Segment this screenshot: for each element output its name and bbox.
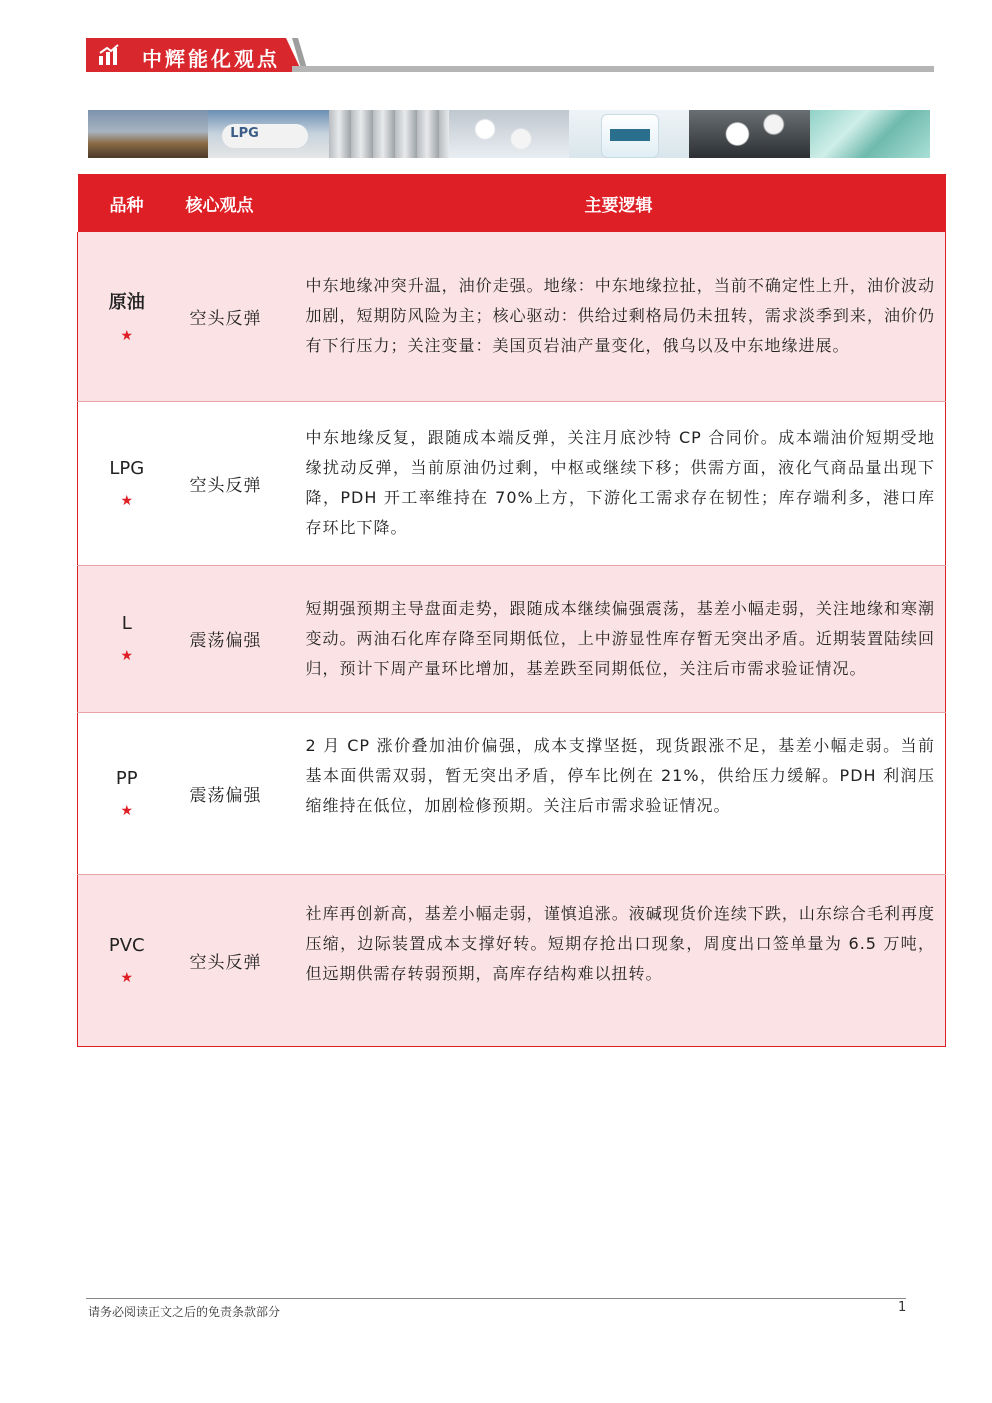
header-core-view: 核心观点 — [176, 174, 292, 232]
table-row — [78, 401, 946, 565]
variety-name: LPG — [109, 457, 145, 479]
star-icon: ★ — [120, 328, 134, 345]
logic-cell: 中东地缘反复，跟随成本端反弹，关注月底沙特 CP 合同价。成本端油价短期受地缘扰动反弹，当前原油仍过剩，中枢或继续下移；供需方面，液化气商品量出现下降，PDH 开工率维持在 70%上方，下游化工需求存在韧性；库存端利多，港口库存环比下降。 — [292, 401, 946, 565]
lpg-tank-image — [208, 110, 328, 158]
plastic-pellets-image — [449, 110, 569, 158]
footer-disclaimer: 请务必阅读正文之后的免责条款部分 — [88, 1305, 281, 1319]
table-row — [78, 874, 946, 1046]
table-row — [78, 565, 946, 712]
product-image-strip — [88, 110, 930, 158]
core-view-cell: 震荡偏强 — [176, 712, 292, 874]
banner-gray-rule — [292, 66, 934, 72]
glycol-bottle-image — [569, 110, 689, 158]
page-title: 中辉能化观点 — [142, 47, 280, 71]
oil-pumpjack-image — [88, 110, 208, 158]
page-number: 1 — [898, 1300, 907, 1315]
variety-cell — [78, 232, 176, 401]
glass-sheets-image — [810, 110, 930, 158]
star-icon: ★ — [120, 648, 134, 664]
star-icon: ★ — [120, 492, 134, 509]
header-variety: 品种 — [78, 174, 176, 232]
lpg-tank-label: LPG — [230, 126, 259, 141]
bar-chart-icon — [98, 44, 120, 66]
core-view-cell: 空头反弹 — [176, 401, 292, 565]
core-view-cell: 震荡偏强 — [176, 565, 292, 712]
variety-cell — [78, 874, 176, 1046]
views-table — [77, 174, 946, 1047]
footer-rule — [86, 1298, 906, 1299]
variety-name: PP — [115, 767, 138, 789]
variety-name: PVC — [108, 934, 145, 956]
star-icon: ★ — [120, 969, 134, 986]
variety-cell — [78, 712, 176, 874]
logic-cell: 社库再创新高，基差小幅走弱，谨慎追涨。液碱现货价连续下跌，山东综合毛利再度压缩，边际装置成本支撑好转。短期存抢出口现象，周度出口签单量为 6.5 万吨，但远期供需存转弱预期，高库存结构难以扭转。 — [292, 874, 946, 1046]
logic-cell: 2 月 CP 涨价叠加油价偏强，成本支撑坚挺，现货跟涨不足，基差小幅走弱。当前基本面供需双弱，暂无突出矛盾，停车比例在 21%，供给压力缓解。PDH 利润压缩维持在低位，加剧检修预期。关注后市需求验证情况。 — [292, 712, 946, 874]
core-view-cell: 空头反弹 — [176, 874, 292, 1046]
variety-name: 原油 — [108, 292, 145, 314]
resin-granules-image — [689, 110, 809, 158]
logic-cell: 短期强预期主导盘面走势，跟随成本继续偏强震荡，基差小幅走弱，关注地缘和寒潮变动。两油石化库存降至同期低位，上中游显性库存暂无突出矛盾。近期装置陆续回归，预计下周产量环比增加，基差跌至同期低位，关注后市需求验证情况。 — [292, 565, 946, 712]
table-header-row — [78, 174, 946, 232]
star-icon: ★ — [120, 802, 134, 819]
table-row — [78, 232, 946, 401]
header-banner — [86, 38, 934, 76]
header-main-logic: 主要逻辑 — [292, 174, 946, 232]
bottle-shape — [601, 114, 659, 158]
variety-name: L — [121, 613, 132, 634]
variety-cell — [78, 565, 176, 712]
variety-cell — [78, 401, 176, 565]
table-row — [78, 712, 946, 874]
logic-cell: 中东地缘冲突升温，油价走强。地缘：中东地缘拉扯，当前不确定性上升，油价波动加剧，短期防风险为主；核心驱动：供给过剩格局仍未扭转，需求淡季到来，油价仍有下行压力；关注变量：美国页岩油产量变化，俄乌以及中东地缘进展。 — [292, 232, 946, 401]
pvc-pipes-image — [329, 110, 449, 158]
bottle-label-shape — [610, 129, 650, 141]
core-view-cell: 空头反弹 — [176, 232, 292, 401]
